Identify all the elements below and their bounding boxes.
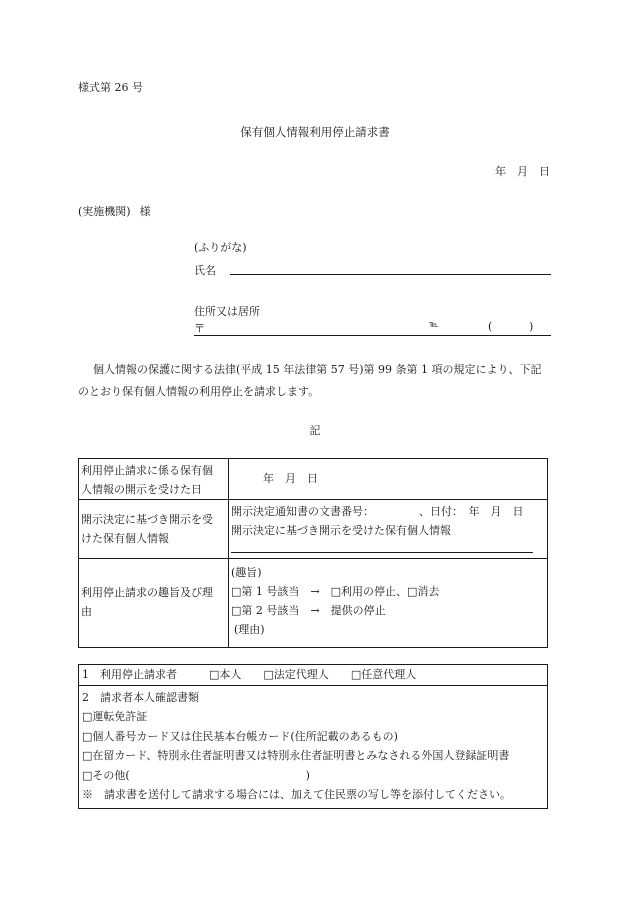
- name-label: 氏名: [194, 264, 216, 277]
- addressee: [78, 203, 151, 219]
- tel-label: ℡: [429, 320, 439, 330]
- id-documents-heading: 2 請求者本人確認書類: [82, 690, 199, 704]
- requester-type-row: [79, 665, 547, 685]
- date-line: 年 月 日: [495, 165, 550, 178]
- disclosed-info-field[interactable]: [231, 552, 533, 553]
- doc-date-label: 、日付： 年 月 日: [419, 505, 524, 518]
- purpose-reason-row: [79, 558, 547, 647]
- furigana-label: (ふりがな): [194, 241, 247, 254]
- requester-legal-rep-option[interactable]: □法定代理人: [263, 668, 329, 681]
- disclosed-info-value: [229, 500, 547, 558]
- id-doc-item[interactable]: □その他( ): [82, 768, 310, 782]
- form-title: 保有個人情報利用停止請求書: [240, 125, 390, 139]
- reason-heading: (理由): [234, 623, 265, 636]
- body-text-line1: 個人情報の保護に関する法律(平成 15 年法律第 57 号)第 99 条第 1 項の規定により、下記: [93, 363, 542, 376]
- disclosed-info-row: [79, 499, 547, 558]
- disclosed-info-label: 開示決定に基づき開示を受 けた保有個人情報: [79, 500, 229, 558]
- tel-paren-open: (: [488, 320, 493, 333]
- purpose-reason-value: [229, 559, 547, 647]
- disclosure-date-row: [79, 459, 547, 499]
- requester-type-label: 1 利用停止請求者: [82, 668, 177, 681]
- postal-mark: 〒: [194, 322, 205, 335]
- option-item-2[interactable]: □第 2 号該当 → 提供の停止: [231, 604, 386, 617]
- id-doc-item[interactable]: □個人番号カード又は住民基本台帳カード(住所記載のあるもの): [82, 729, 398, 743]
- disclosure-date-label: 利用停止請求に係る保有個 人情報の開示を受けた日: [79, 459, 229, 499]
- request-details-table: [78, 458, 548, 648]
- disclosed-info-text: 開示決定に基づき開示を受けた保有個人情報: [231, 524, 451, 537]
- address-field[interactable]: [194, 335, 551, 336]
- doc-number-label: 開示決定通知書の文書番号：: [231, 505, 374, 518]
- id-doc-item[interactable]: □在留カード、特別永住者証明書又は特別永住者証明書とみなされる外国人登録証明書: [82, 749, 510, 762]
- tel-paren-close: ): [529, 320, 534, 333]
- requester-voluntary-rep-option[interactable]: □任意代理人: [350, 668, 417, 681]
- id-doc-item[interactable]: □運転免許証: [82, 710, 148, 723]
- purpose-heading: (趣旨): [231, 566, 262, 579]
- id-doc-note: ※ 請求書を送付して請求する場合には、加えて住民票の写し等を添付してください。: [82, 788, 511, 801]
- ki-label: 記: [309, 424, 321, 437]
- name-field[interactable]: [230, 274, 551, 275]
- form-number: 様式第 26 号: [78, 81, 143, 94]
- address-label: 住所又は居所: [194, 305, 260, 318]
- purpose-reason-label: 利用停止請求の趣旨及び理 由: [79, 559, 229, 647]
- requester-self-option[interactable]: □本人: [209, 668, 242, 681]
- honorific: 様: [139, 205, 151, 218]
- disclosure-date-value[interactable]: 年 月 日: [263, 472, 318, 485]
- option-item-1[interactable]: □第 1 号該当 → □利用の停止、□消去: [231, 585, 440, 598]
- requester-id-table: [78, 664, 548, 809]
- id-documents-section: [79, 686, 547, 808]
- body-text-line2: のとおり保有個人情報の利用停止を請求します。: [78, 385, 320, 398]
- agency-label: (実施機関): [78, 205, 131, 218]
